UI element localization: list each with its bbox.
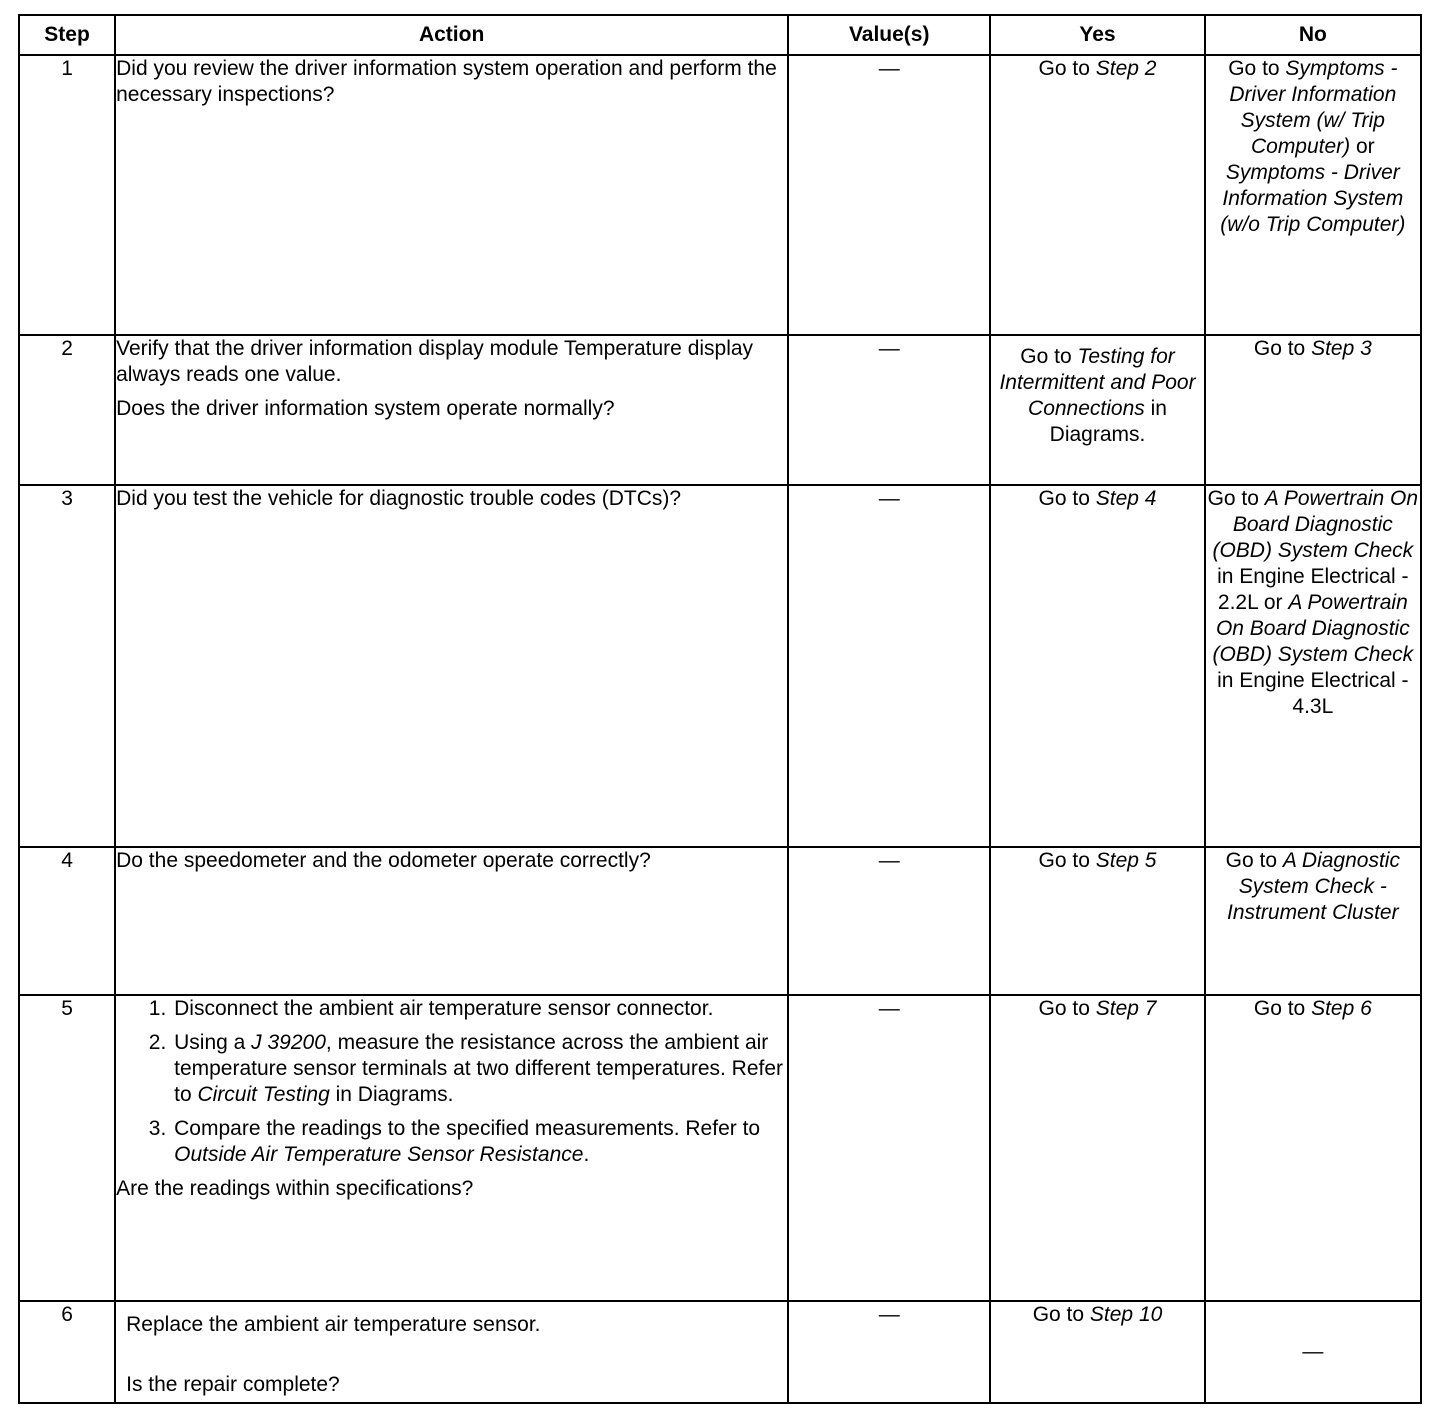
value-cell: — — [788, 995, 990, 1301]
action-cell — [115, 1301, 788, 1403]
action-question: Does the driver information system operate normally? — [116, 397, 615, 420]
header-row — [19, 15, 1421, 55]
table-row — [19, 1301, 1421, 1403]
yes-cell: Go to Step 10 — [990, 1301, 1204, 1403]
diagnostic-table — [18, 14, 1422, 1404]
no-cell: Go to Step 3 — [1205, 335, 1421, 485]
list-item: 1. Disconnect the ambient air temperature sensor connector. — [172, 996, 787, 1022]
table-row — [19, 55, 1421, 335]
no-cell: Go to Symptoms - Driver Information System (w/ Trip Computer) or Symptoms - Driver Information System (w/o Trip Computer) — [1205, 55, 1421, 335]
header-yes: Yes — [990, 15, 1204, 55]
table-row — [19, 995, 1421, 1301]
obd-check-link[interactable]: A Powertrain On Board Diagnostic (OBD) System Check — [1212, 591, 1414, 666]
tool-reference: J 39200 — [251, 1031, 326, 1054]
yes-cell: Go to Step 4 — [990, 485, 1204, 847]
value-cell: — — [788, 485, 990, 847]
header-no: No — [1205, 15, 1421, 55]
step-link[interactable]: Step 10 — [1089, 1303, 1163, 1326]
table-row — [19, 847, 1421, 995]
no-cell: Go to Step 6 — [1205, 995, 1421, 1301]
sensor-resistance-link[interactable]: Outside Air Temperature Sensor Resistance — [174, 1143, 584, 1166]
value-cell: — — [788, 1301, 990, 1403]
action-cell — [115, 847, 788, 995]
header-values: Value(s) — [788, 15, 990, 55]
diagnostic-check-link[interactable]: A Diagnostic System Check - Instrument Cluster — [1227, 849, 1400, 924]
list-item: 2. Using a J 39200, measure the resistance across the ambient air temperature sensor terminals at two different temperatures. Refer to Circuit Testing in Diagrams. — [172, 1030, 787, 1108]
table-row — [19, 335, 1421, 485]
step-number: 5 — [19, 995, 115, 1301]
action-instruction: Replace the ambient air temperature sensor. — [126, 1313, 541, 1336]
action-question: Did you review the driver information system operation and perform the necessary inspections? — [116, 57, 777, 106]
step-link[interactable]: Step 2 — [1095, 57, 1157, 80]
action-instruction: Verify that the driver information display module Temperature display always reads one value. — [116, 337, 754, 386]
action-cell — [115, 995, 788, 1301]
no-cell: — — [1205, 1301, 1421, 1403]
no-cell: Go to A Diagnostic System Check - Instrument Cluster — [1205, 847, 1421, 995]
step-link[interactable]: Step 4 — [1095, 487, 1157, 510]
no-cell: Go to A Powertrain On Board Diagnostic (OBD) System Check in Engine Electrical - 2.2L or A Powertrain On Board Diagnostic (OBD) System Check in Engine Electrical - 4.3L — [1205, 485, 1421, 847]
yes-cell: Go to Step 7 — [990, 995, 1204, 1301]
action-question: Do the speedometer and the odometer operate correctly? — [116, 849, 651, 872]
action-cell — [115, 485, 788, 847]
symptoms-link[interactable]: Symptoms - Driver Information System (w/o Trip Computer) — [1220, 161, 1406, 236]
list-item: 3. Compare the readings to the specified measurements. Refer to Outside Air Temperature Sensor Resistance. — [172, 1116, 787, 1168]
action-question: Did you test the vehicle for diagnostic trouble codes (DTCs)? — [116, 487, 682, 510]
step-number: 6 — [19, 1301, 115, 1403]
yes-cell: Go to Step 2 — [990, 55, 1204, 335]
step-link[interactable]: Step 7 — [1095, 997, 1157, 1020]
obd-check-link[interactable]: A Powertrain On Board Diagnostic (OBD) System Check — [1212, 487, 1419, 562]
circuit-testing-link[interactable]: Circuit Testing — [197, 1083, 330, 1106]
header-action: Action — [115, 15, 788, 55]
step-number: 4 — [19, 847, 115, 995]
action-question: Is the repair complete? — [126, 1373, 340, 1396]
testing-link[interactable]: Testing for Intermittent and Poor Connections — [999, 345, 1196, 420]
action-question: Are the readings within specifications? — [116, 1177, 474, 1200]
table-row — [19, 485, 1421, 847]
value-cell: — — [788, 55, 990, 335]
step-link[interactable]: Step 5 — [1095, 849, 1157, 872]
yes-cell: Go to Testing for Intermittent and Poor Connections in Diagrams. — [990, 335, 1204, 485]
yes-cell: Go to Step 5 — [990, 847, 1204, 995]
symptoms-link[interactable]: Symptoms - Driver Information System (w/ Trip Computer) — [1229, 57, 1398, 158]
step-number: 2 — [19, 335, 115, 485]
value-cell: — — [788, 335, 990, 485]
step-link[interactable]: Step 6 — [1311, 997, 1372, 1020]
step-number: 3 — [19, 485, 115, 847]
step-link[interactable]: Step 3 — [1311, 337, 1372, 360]
action-cell — [115, 335, 788, 485]
step-number: 1 — [19, 55, 115, 335]
value-cell: — — [788, 847, 990, 995]
header-step: Step — [19, 15, 115, 55]
action-cell — [115, 55, 788, 335]
action-steps-list — [116, 996, 787, 1168]
